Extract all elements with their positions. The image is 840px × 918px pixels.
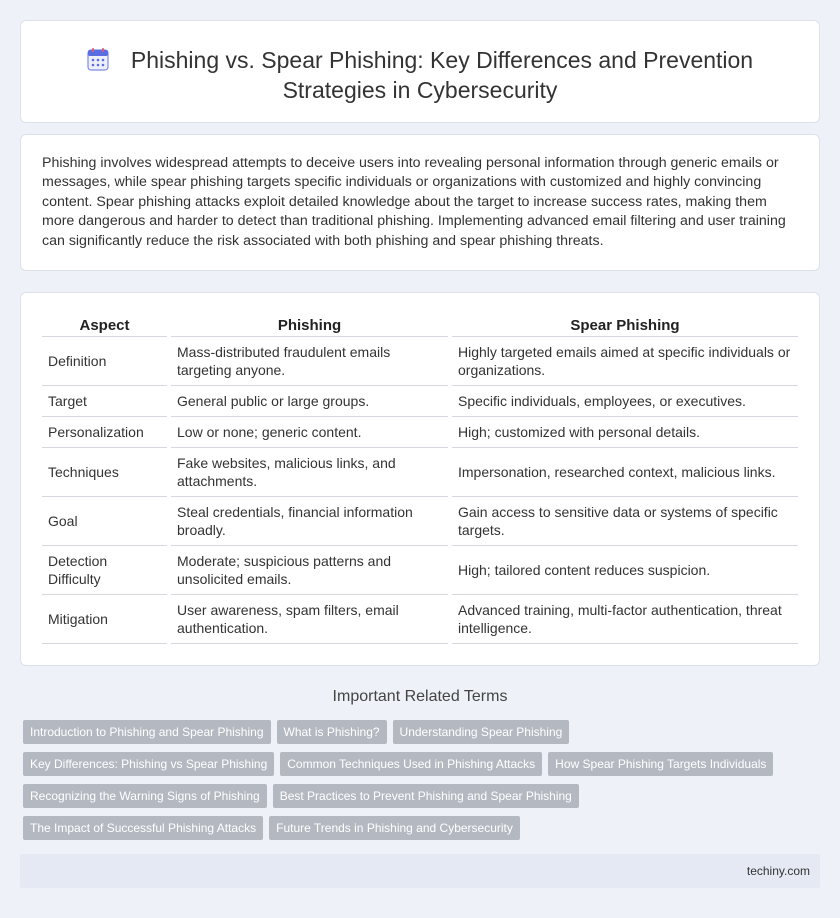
row-phishing: Mass-distributed fraudulent emails targeting anyone. xyxy=(171,337,448,386)
related-terms-title: Important Related Terms xyxy=(332,688,508,705)
footer-site[interactable]: techiny.com xyxy=(746,864,810,878)
row-phishing: Moderate; suspicious patterns and unsolicited emails. xyxy=(171,546,448,595)
table-row xyxy=(42,417,798,448)
header-spear-phishing: Spear Phishing xyxy=(452,315,798,337)
header-aspect: Aspect xyxy=(42,315,167,337)
table-row xyxy=(42,595,798,644)
row-aspect: Goal xyxy=(42,497,167,546)
calendar-icon xyxy=(87,47,109,71)
table-row xyxy=(42,448,798,497)
related-term-tag[interactable]: Recognizing the Warning Signs of Phishing xyxy=(23,784,267,808)
table-row xyxy=(42,546,798,595)
row-spear-phishing: Gain access to sensitive data or systems of specific targets. xyxy=(452,497,798,546)
row-aspect: Personalization xyxy=(42,417,167,448)
related-term-tag[interactable]: Understanding Spear Phishing xyxy=(393,720,570,744)
title-card xyxy=(20,20,820,123)
page-title: Phishing vs. Spear Phishing: Key Differences and Prevention Strategies in Cybersecurity xyxy=(130,47,754,103)
related-term-tag[interactable]: What is Phishing? xyxy=(277,720,387,744)
related-term-tag[interactable]: Common Techniques Used in Phishing Attacks xyxy=(280,752,542,776)
row-phishing: General public or large groups. xyxy=(171,386,448,417)
table-header-row xyxy=(42,315,798,337)
intro-paragraph: Phishing involves widespread attempts to deceive users into revealing personal information through generic emails or messages, while spear phishing targets specific individuals or organizations with customized and highly convincing content. Spear phishing attacks exploit detailed knowledge about the target to increase success rates, making them more dangerous and harder to detect than traditional phishing. Implementing advanced email filtering and user training can significantly reduce the risk associated with both phishing and spear phishing threats. xyxy=(42,155,786,249)
table-row xyxy=(42,497,798,546)
header-phishing: Phishing xyxy=(171,315,448,337)
row-phishing: Steal credentials, financial information broadly. xyxy=(171,497,448,546)
table-row xyxy=(42,386,798,417)
related-term-tag[interactable]: Best Practices to Prevent Phishing and Spear Phishing xyxy=(273,784,579,808)
row-aspect: Detection Difficulty xyxy=(42,546,167,595)
related-term-tag[interactable]: Key Differences: Phishing vs Spear Phishing xyxy=(23,752,274,776)
row-spear-phishing: High; customized with personal details. xyxy=(452,417,798,448)
intro-card xyxy=(20,134,820,271)
row-aspect: Mitigation xyxy=(42,595,167,644)
row-phishing: Low or none; generic content. xyxy=(171,417,448,448)
footer xyxy=(20,854,820,888)
table-row xyxy=(42,337,798,386)
related-term-tag[interactable]: The Impact of Successful Phishing Attacks xyxy=(23,816,263,840)
row-spear-phishing: Advanced training, multi-factor authentication, threat intelligence. xyxy=(452,595,798,644)
row-aspect: Definition xyxy=(42,337,167,386)
row-aspect: Techniques xyxy=(42,448,167,497)
related-term-tag[interactable]: How Spear Phishing Targets Individuals xyxy=(548,752,773,776)
comparison-card xyxy=(20,292,820,666)
comparison-table xyxy=(42,315,798,644)
related-term-tag[interactable]: Introduction to Phishing and Spear Phishing xyxy=(23,720,271,744)
row-phishing: User awareness, spam filters, email authentication. xyxy=(171,595,448,644)
page-title-wrap xyxy=(21,45,819,105)
row-spear-phishing: High; tailored content reduces suspicion. xyxy=(452,546,798,595)
row-spear-phishing: Specific individuals, employees, or executives. xyxy=(452,386,798,417)
row-spear-phishing: Highly targeted emails aimed at specific individuals or organizations. xyxy=(452,337,798,386)
row-spear-phishing: Impersonation, researched context, malicious links. xyxy=(452,448,798,497)
related-term-tag[interactable]: Future Trends in Phishing and Cybersecurity xyxy=(269,816,520,840)
related-terms-list xyxy=(23,720,823,848)
row-aspect: Target xyxy=(42,386,167,417)
row-phishing: Fake websites, malicious links, and attachments. xyxy=(171,448,448,497)
